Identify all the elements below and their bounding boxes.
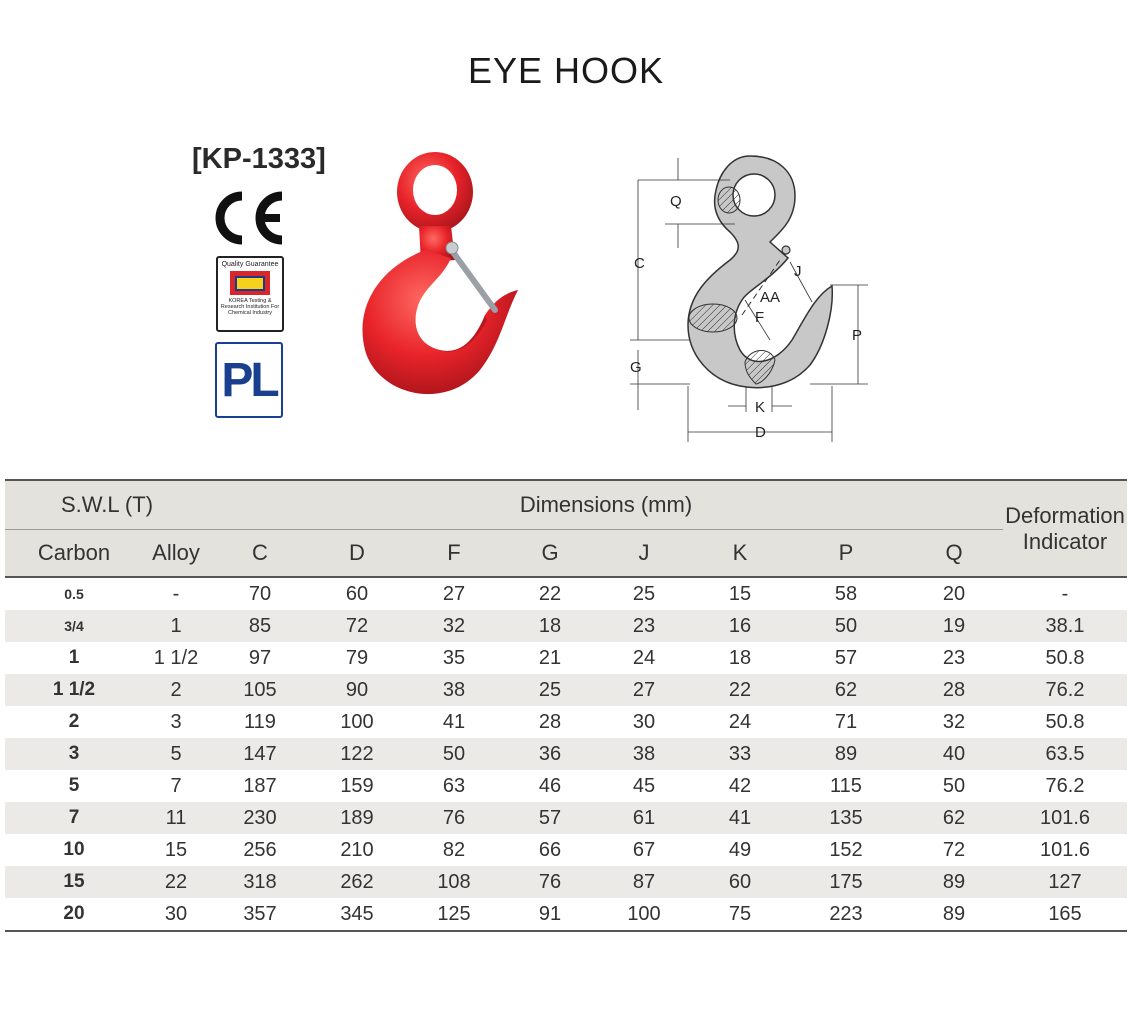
cell-f: 76 bbox=[403, 802, 505, 834]
cell-p: 50 bbox=[787, 610, 905, 642]
cell-k: 60 bbox=[693, 866, 787, 898]
cell-f: 35 bbox=[442, 646, 466, 669]
cell-d: 159 bbox=[340, 774, 374, 797]
cell-c: 230 bbox=[209, 802, 311, 834]
table-row bbox=[5, 834, 1127, 866]
cell-f: 63 bbox=[442, 774, 466, 797]
cell-alloy: 2 bbox=[143, 674, 209, 706]
cell-alloy: 1 1/2 bbox=[153, 646, 199, 669]
cell-p: 71 bbox=[834, 710, 858, 733]
cell-f: 38 bbox=[403, 674, 505, 706]
diagram-label-k: K bbox=[755, 399, 766, 416]
cell-g: 36 bbox=[505, 738, 595, 770]
cell-d: 189 bbox=[311, 802, 403, 834]
cell-alloy: 1 bbox=[143, 610, 209, 642]
cell-p: 223 bbox=[829, 902, 863, 925]
cell-p: 57 bbox=[834, 646, 858, 669]
diagram-label-g: G bbox=[630, 359, 642, 376]
pl-logo-text: PL bbox=[221, 353, 277, 407]
cell-f: 108 bbox=[403, 866, 505, 898]
cell-j: 27 bbox=[595, 674, 693, 706]
cell-alloy: 3 bbox=[170, 710, 182, 733]
cell-g: 76 bbox=[505, 866, 595, 898]
cell-c: 105 bbox=[209, 674, 311, 706]
cell-p: 152 bbox=[829, 838, 863, 861]
cell-deformation-indicator: 76.2 bbox=[1045, 774, 1085, 797]
cell-k: 33 bbox=[693, 738, 787, 770]
eye-hook-photo bbox=[355, 150, 525, 405]
diagram-label-j: J bbox=[794, 263, 802, 280]
cell-p: 115 bbox=[830, 774, 862, 797]
column-header-row bbox=[5, 530, 1127, 578]
quality-guarantee-logo bbox=[216, 256, 284, 332]
cell-carbon: 1 1/2 bbox=[5, 674, 143, 706]
column-header-carbon: Carbon bbox=[5, 530, 143, 578]
cell-k: 49 bbox=[728, 838, 752, 861]
cell-q: 89 bbox=[905, 866, 1003, 898]
cell-carbon: 7 bbox=[5, 802, 143, 834]
cell-carbon: 10 bbox=[63, 839, 85, 860]
cell-p: 89 bbox=[787, 738, 905, 770]
cell-j: 25 bbox=[632, 582, 656, 605]
cell-f: 125 bbox=[437, 902, 471, 925]
cell-k: 75 bbox=[728, 902, 752, 925]
table-row bbox=[5, 642, 1127, 674]
deformation-indicator-header bbox=[1003, 480, 1127, 577]
column-header-p: P bbox=[787, 530, 905, 578]
column-header-d: D bbox=[311, 530, 403, 578]
cell-alloy: 11 bbox=[143, 802, 209, 834]
quality-logo-emblem bbox=[230, 271, 270, 295]
cell-alloy: 30 bbox=[164, 902, 188, 925]
cell-k: 16 bbox=[693, 610, 787, 642]
table-row bbox=[5, 898, 1127, 931]
cell-c: 318 bbox=[209, 866, 311, 898]
diagram-label-d: D bbox=[755, 424, 766, 441]
cell-q: 23 bbox=[942, 646, 966, 669]
cell-c: 187 bbox=[243, 774, 277, 797]
cell-d: 100 bbox=[340, 710, 374, 733]
cell-j: 38 bbox=[595, 738, 693, 770]
column-header-f: F bbox=[403, 530, 505, 578]
cell-alloy: 15 bbox=[164, 838, 188, 861]
cell-g: 46 bbox=[538, 774, 562, 797]
cell-alloy: 22 bbox=[143, 866, 209, 898]
quality-logo-bottom-text: KOREA Testing & Research Institution For Chemical Industry bbox=[220, 298, 280, 316]
column-header-q: Q bbox=[905, 530, 1003, 578]
table-row bbox=[5, 577, 1127, 610]
table-body bbox=[5, 577, 1127, 931]
cell-carbon: 0.5 bbox=[64, 586, 84, 602]
column-header-alloy: Alloy bbox=[143, 530, 209, 578]
cell-q: 32 bbox=[942, 710, 966, 733]
cell-d: 60 bbox=[345, 582, 369, 605]
cell-d: 90 bbox=[311, 674, 403, 706]
table-row bbox=[5, 802, 1127, 834]
cell-deformation-indicator: 76.2 bbox=[1003, 674, 1127, 706]
column-header-k: K bbox=[693, 530, 787, 578]
cell-deformation-indicator: 101.6 bbox=[1039, 838, 1091, 861]
cell-c: 357 bbox=[243, 902, 277, 925]
cell-g: 25 bbox=[505, 674, 595, 706]
cell-d: 72 bbox=[311, 610, 403, 642]
cell-f: 32 bbox=[403, 610, 505, 642]
cell-c: 119 bbox=[244, 710, 276, 733]
cell-p: 58 bbox=[834, 582, 858, 605]
cell-g: 66 bbox=[538, 838, 562, 861]
cell-q: 28 bbox=[905, 674, 1003, 706]
cell-q: 89 bbox=[942, 902, 966, 925]
diagram-label-p: P bbox=[852, 327, 863, 344]
cell-deformation-indicator: - bbox=[1061, 582, 1069, 605]
pl-logo bbox=[215, 342, 283, 418]
cell-c: 97 bbox=[248, 646, 272, 669]
diagram-label-f: F bbox=[755, 309, 765, 326]
diagram-label-aa: AA bbox=[760, 289, 781, 306]
cell-j: 67 bbox=[632, 838, 656, 861]
cell-deformation-indicator: 50.8 bbox=[1045, 646, 1085, 669]
cell-d: 79 bbox=[345, 646, 369, 669]
cell-c: 147 bbox=[209, 738, 311, 770]
cell-g: 22 bbox=[538, 582, 562, 605]
cell-g: 18 bbox=[505, 610, 595, 642]
model-number: [KP-1333] bbox=[192, 143, 326, 175]
column-header-c: C bbox=[209, 530, 311, 578]
hook-dimension-diagram bbox=[620, 150, 880, 450]
cell-k: 24 bbox=[728, 710, 752, 733]
cell-carbon: 3 bbox=[5, 738, 143, 770]
table-row bbox=[5, 866, 1127, 898]
column-header-g: G bbox=[505, 530, 595, 578]
cell-c: 70 bbox=[248, 582, 272, 605]
cell-carbon: 20 bbox=[63, 903, 85, 924]
cell-q: 50 bbox=[942, 774, 966, 797]
cell-q: 40 bbox=[905, 738, 1003, 770]
deformation-header-line1: Deformation bbox=[1005, 502, 1125, 528]
deformation-header-line2: Indicator bbox=[1022, 528, 1108, 554]
cell-j: 45 bbox=[632, 774, 656, 797]
table-row bbox=[5, 770, 1127, 802]
cell-alloy: - bbox=[172, 582, 180, 605]
cell-g: 28 bbox=[538, 710, 562, 733]
cell-q: 72 bbox=[942, 838, 966, 861]
table-row bbox=[5, 610, 1127, 642]
cell-deformation-indicator: 63.5 bbox=[1003, 738, 1127, 770]
table-row bbox=[5, 674, 1127, 706]
cell-q: 20 bbox=[942, 582, 966, 605]
table-row bbox=[5, 738, 1127, 770]
cell-j: 23 bbox=[595, 610, 693, 642]
cell-j: 30 bbox=[632, 710, 656, 733]
cell-d: 122 bbox=[311, 738, 403, 770]
cell-alloy: 7 bbox=[170, 774, 182, 797]
ce-mark-icon bbox=[212, 190, 286, 246]
cell-deformation-indicator: 50.8 bbox=[1045, 710, 1085, 733]
cell-k: 41 bbox=[693, 802, 787, 834]
cell-g: 91 bbox=[538, 902, 562, 925]
cell-p: 135 bbox=[787, 802, 905, 834]
cell-deformation-indicator: 101.6 bbox=[1003, 802, 1127, 834]
cell-deformation-indicator: 38.1 bbox=[1003, 610, 1127, 642]
cell-p: 175 bbox=[787, 866, 905, 898]
cell-k: 15 bbox=[728, 582, 752, 605]
cell-j: 100 bbox=[627, 902, 661, 925]
cell-d: 262 bbox=[311, 866, 403, 898]
cell-j: 61 bbox=[595, 802, 693, 834]
cell-f: 27 bbox=[442, 582, 466, 605]
cell-k: 18 bbox=[728, 646, 752, 669]
cell-d: 345 bbox=[340, 902, 374, 925]
cell-carbon: 15 bbox=[5, 866, 143, 898]
cell-deformation-indicator: 127 bbox=[1003, 866, 1127, 898]
cell-q: 62 bbox=[905, 802, 1003, 834]
diagram-label-c: C bbox=[634, 255, 645, 272]
cell-carbon: 2 bbox=[68, 711, 80, 732]
dimensions-header: Dimensions (mm) bbox=[209, 480, 1003, 530]
cell-f: 82 bbox=[442, 838, 466, 861]
cell-carbon: 1 bbox=[68, 647, 80, 668]
cell-c: 256 bbox=[243, 838, 277, 861]
diagram-label-q: Q bbox=[670, 193, 682, 210]
cell-f: 50 bbox=[403, 738, 505, 770]
swl-header: S.W.L (T) bbox=[5, 480, 209, 530]
cell-f: 41 bbox=[442, 710, 466, 733]
cell-d: 210 bbox=[340, 838, 374, 861]
cell-k: 42 bbox=[728, 774, 752, 797]
cell-p: 62 bbox=[787, 674, 905, 706]
cell-deformation-indicator: 165 bbox=[1048, 902, 1082, 925]
cell-j: 24 bbox=[632, 646, 656, 669]
table-row bbox=[5, 706, 1127, 738]
cell-j: 87 bbox=[595, 866, 693, 898]
cell-k: 22 bbox=[693, 674, 787, 706]
cell-alloy: 5 bbox=[143, 738, 209, 770]
page-title: EYE HOOK bbox=[467, 50, 665, 91]
column-header-j: J bbox=[595, 530, 693, 578]
spec-table bbox=[5, 479, 1127, 932]
cell-q: 19 bbox=[905, 610, 1003, 642]
cell-g: 57 bbox=[505, 802, 595, 834]
cell-g: 21 bbox=[538, 646, 562, 669]
cell-carbon: 3/4 bbox=[5, 610, 143, 642]
cell-c: 85 bbox=[209, 610, 311, 642]
cell-carbon: 5 bbox=[68, 775, 80, 796]
quality-logo-top-text: Quality Guarantee bbox=[221, 261, 279, 268]
